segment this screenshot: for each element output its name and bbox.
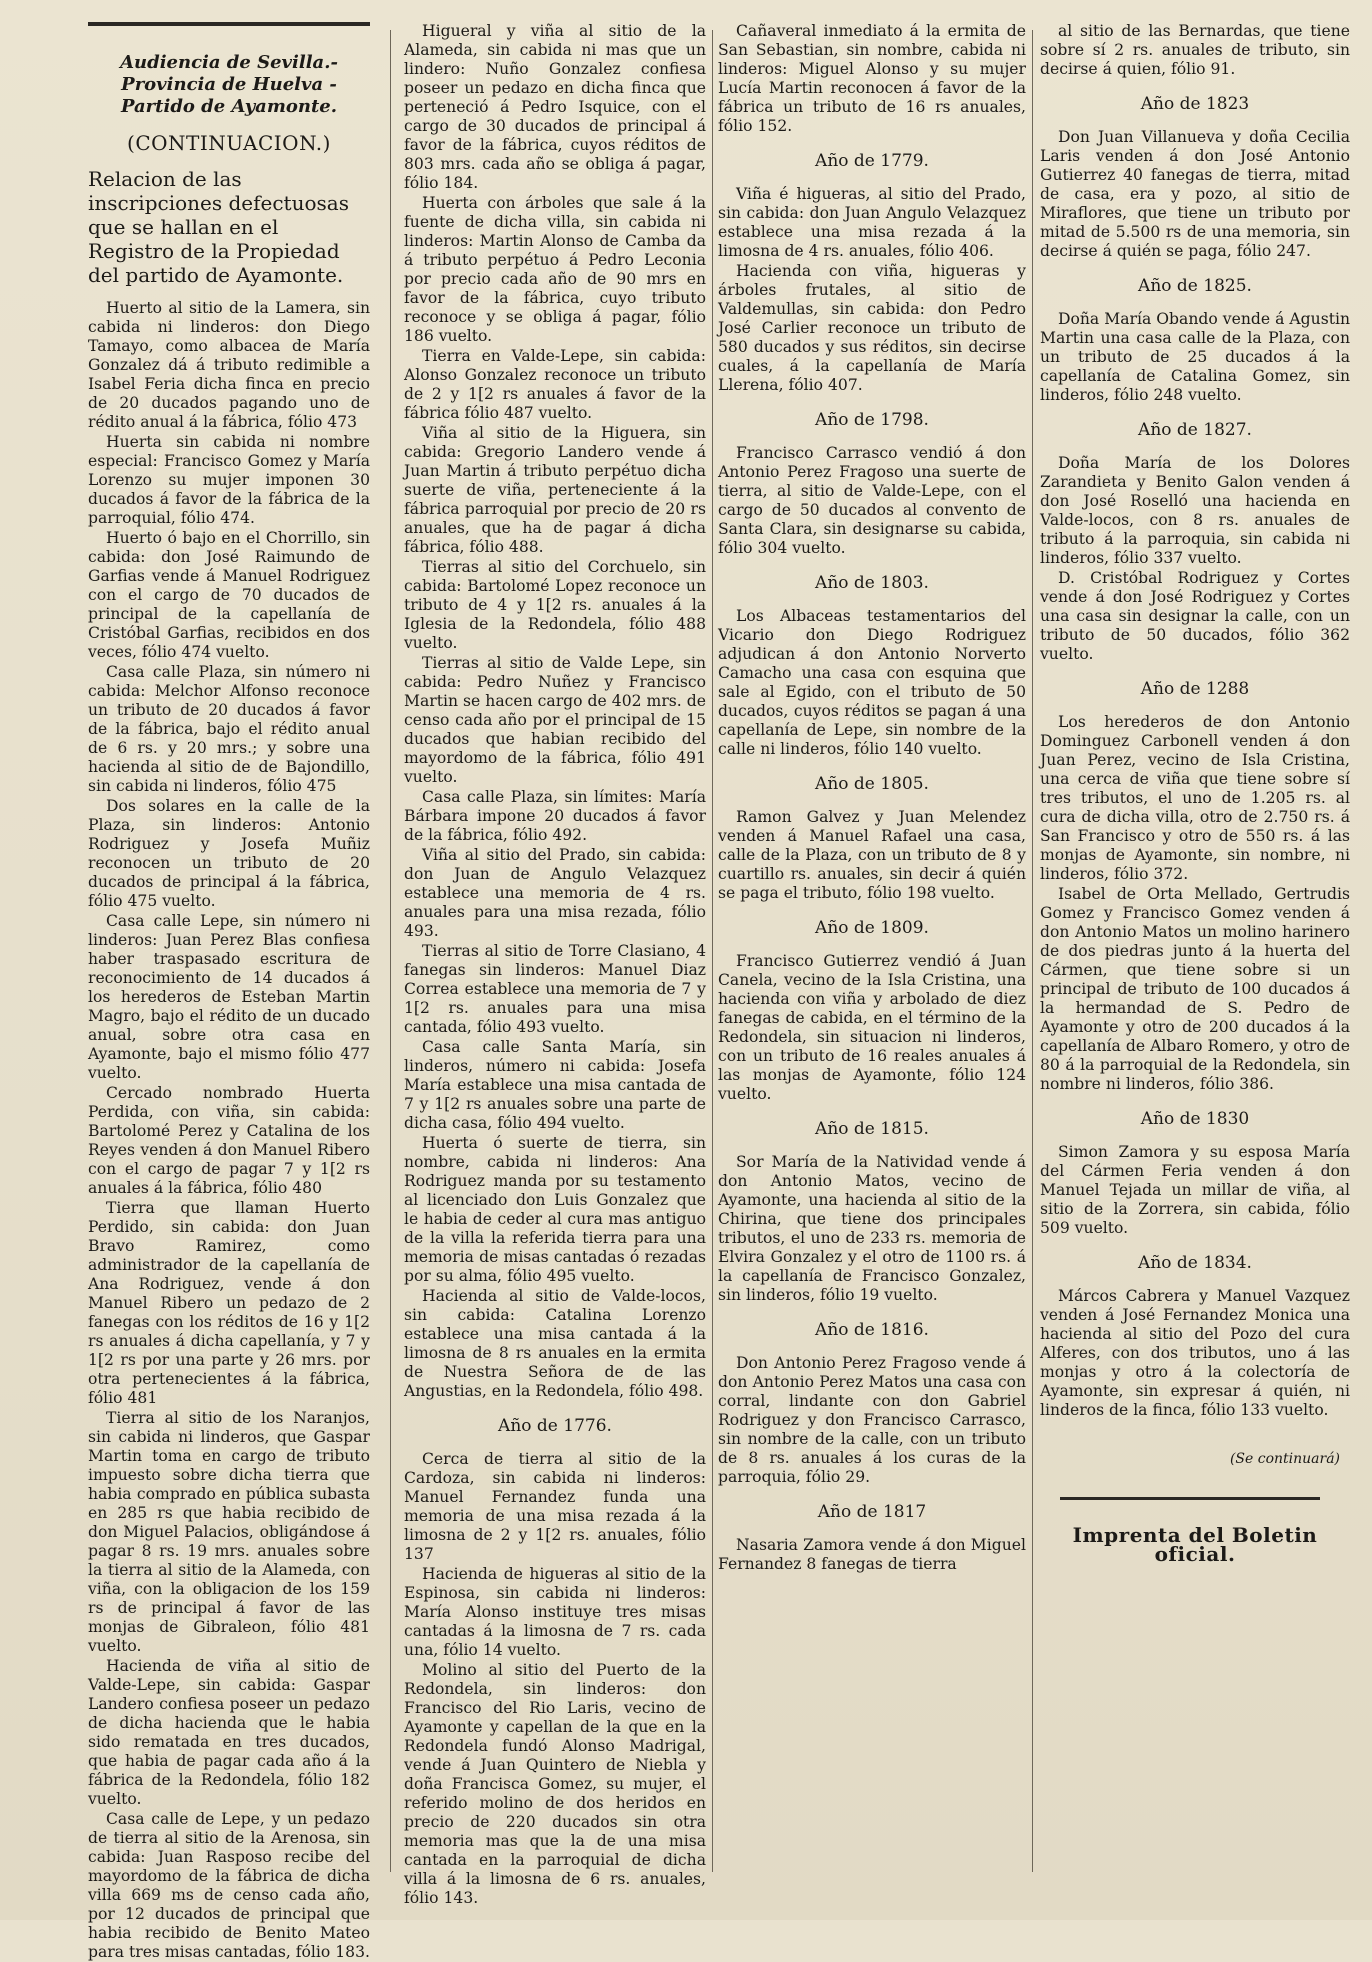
record-entry: Hacienda con viña, higueras y árboles frutales, al sitio de Valdemullas, sin cabida: don Pedro José Carlier reconoce un tributo de 580 ducados y sus réditos, sin decirse cuales, á la capellanía de María Llerena, fólio 407. (718, 262, 1026, 394)
footer-rule (1060, 1497, 1320, 1500)
record-entry: Huerta con árboles que sale á la fuente de dicha villa, sin cabida ni linderos: Martin Alonso de Camba da á tributo perpétuo á Pedro Leconia por precio cada año de 90 mrs en favor de la fábrica, cuyo tributo reconoce y se obliga á pagar, fólio 186 vuelto. (404, 194, 706, 345)
record-entry: Don Antonio Perez Fragoso vende á don Antonio Perez Matos una casa con corral, lindante con don Gabriel Rodriguez y don Francisco Carrasco, sin nombre de la calle, con un tributo de 8 rs. anuales á los curas de la parroquia, fólio 29. (718, 1354, 1026, 1486)
record-entry: Cercado nombrado Huerta Perdida, con viña, sin cabida: Bartolomé Perez y Catalina de los Reyes venden á don Manuel Ribero con el cargo de pagar 7 y 1[2 rs anuales á la fábrica, fólio 480 (88, 1084, 370, 1197)
year-heading: Año de 1817 (817, 1502, 927, 1522)
record-entry: Higueral y viña al sitio de la Alameda, sin cabida ni mas que un lindero: Nuño Gonzalez confiesa poseer un pedazo en dicha finca que perteneció á Pedro Isquice, con el cargo de 30 ducados de principal á favor de la fábrica, cuyos réditos de 803 mrs. cada año se obliga á pagar, fólio 184. (404, 22, 706, 192)
column-divider (390, 30, 391, 1872)
column-3 (718, 22, 1026, 1880)
record-entry: Los herederos de don Antonio Dominguez Carbonell venden á don Juan Perez, vecino de Isla Cristina, una cerca de viña que tiene sobre sí tres tributos, el uno de 1.205 rs. al cura de dicha villa, otro de 2.750 rs. á San Francisco y otro de 550 rs. á las monjas de Ayamonte, sin nombre, ni linderos, fólio 372. (1040, 713, 1350, 883)
record-entry: D. Cristóbal Rodriguez y Cortes vende á don José Rodriguez y Cortes una casa sin designar la calle, con un tributo de 50 ducados, fólio 362 vuelto. (1040, 569, 1350, 663)
record-entry: Tierra al sitio de los Naranjos, sin cabida ni linderos, que Gaspar Martin toma en cargo de tributo impuesto sobre dicha tierra que habia comprado en pública subasta en 285 rs que habia recibido de don Miguel Palacios, obligándose á pagar 8 rs. 19 mrs. anuales sobre la tierra al sitio de la Alameda, con viña, con la obligacion de los 159 rs de principal á favor de las monjas de Gibraleon, fólio 481 vuelto. (88, 1409, 370, 1655)
record-entry: Casa calle Plaza, sin límites: María Bárbara impone 20 ducados á favor de la fábrica, fólio 492. (404, 788, 706, 844)
record-entry: Casa calle Plaza, sin número ni cabida: Melchor Alfonso reconoce un tributo de 20 ducados á favor de la fábrica, bajo el rédito anual de 6 rs. y 20 mrs.; y sobre una hacienda al sitio de de Bajondillo, sin cabida ni linderos, fólio 475 (88, 663, 370, 795)
record-entry: Cañaveral inmediato á la ermita de San Sebastian, sin nombre, cabida ni linderos: Miguel Alonso y su mujer Lucía Martin reconocen á favor de la fábrica un tributo de 16 rs anuales, fólio 152. (718, 22, 1026, 135)
record-entry: Huerto ó bajo en el Chorrillo, sin cabida: don José Raimundo de Garfias vende á Manuel Rodriguez con el cargo de 70 ducados de principal de la capellanía de Cristóbal Garfias, recibidos en dos veces, fólio 474 vuelto. (88, 529, 370, 661)
year-heading: Año de 1809. (815, 918, 929, 938)
record-entry: Los Albaceas testamentarios del Vicario don Diego Rodriguez adjudican á don Antonio Norverto Camacho una casa con esquina que sale al Egido, con el tributo de 50 ducados, cuyos réditos se pagan á una capellanía de Lepe, sin nombre de la calle ni linderos, fólio 140 vuelto. (718, 607, 1026, 758)
year-heading: Año de 1830 (1140, 1109, 1250, 1129)
column-1 (88, 22, 370, 1961)
record-entry: Tierras al sitio de Torre Clasiano, 4 fanegas sin linderos: Manuel Diaz Correa establece una memoria de 7 y 1[2 rs. anuales para una misa cantada, fólio 493 vuelto. (404, 942, 706, 1036)
column-4 (1040, 22, 1350, 1880)
record-entry: Nasaria Zamora vende á don Miguel Fernandez 8 fanegas de tierra (718, 1536, 1026, 1573)
record-entry: Márcos Cabrera y Manuel Vazquez venden á José Fernandez Monica una hacienda al sitio del Pozo del cura Alferes, con dos tributos, uno á las monjas y otro á la colectoría de Ayamonte, sin expresar á quién, ni linderos de la finca, fólio 133 vuelto. (1040, 1287, 1350, 1419)
record-entry: Ramon Galvez y Juan Melendez venden á Manuel Rafael una casa, calle de la Plaza, con un tributo de 8 y cuartillo rs. anuales, sin decir á quién se paga el tributo, fólio 198 vuelto. (718, 808, 1026, 902)
record-entry: al sitio de las Bernardas, que tiene sobre sí 2 rs. anuales de tributo, sin decirse á quien, fólio 91. (1040, 22, 1350, 78)
record-entry: Huerta ó suerte de tierra, sin nombre, cabida ni linderos: Ana Rodriguez manda por su testamento al licenciado don Luis Gonzalez que le habia de ceder al cura mas antiguo de la villa la referida tierra para una memoria de misas cantadas ó rezadas por su alma, fólio 495 vuelto. (404, 1134, 706, 1285)
year-heading: Año de 1776. (498, 1416, 612, 1436)
year-heading: Año de 1827. (1138, 420, 1252, 440)
record-entry: Francisco Gutierrez vendió á Juan Canela, vecino de la Isla Cristina, una hacienda con viña y arbolado de diez fanegas de cabida, en el término de la Redondela, sin situacion ni linderos, con un tributo de 16 reales anuales á las monjas de Ayamonte, fólio 124 vuelto. (718, 952, 1026, 1103)
record-entry: Casa calle de Lepe, y un pedazo de tierra al sitio de la Arenosa, sin cabida: Juan Rasposo recibe del mayordomo de la fábrica de dicha villa 669 ms de censo cada año, por 12 ducados de principal que habia recibido de Benito Mateo para tres misas cantadas, fólio 183. (88, 1810, 370, 1961)
continuation-heading: (CONTINUACION.) (127, 131, 331, 155)
year-heading: Año de 1798. (815, 410, 929, 430)
record-entry: Casa calle Lepe, sin número ni linderos: Juan Perez Blas confiesa haber traspasado escritura de reconocimiento de 14 ducados á los herederos de Esteban Martin Magro, bajo el rédito de un ducado anual, sobre otra casa en Ayamonte, bajo el mismo fólio 477 vuelto. (88, 912, 370, 1082)
record-entry: Viña é higueras, al sitio del Prado, sin cabida: don Juan Angulo Velazquez establece una misa rezada á la limosna de 4 rs. anuales, fólio 406. (718, 185, 1026, 260)
column-4-body (1040, 22, 1350, 1420)
record-entry: Huerta sin cabida ni nombre especial: Francisco Gomez y María Lorenzo su mujer imponen 30 ducados á favor de la fábrica de la parroquial, fólio 474. (88, 433, 370, 527)
record-entry: Hacienda de viña al sitio de Valde-Lepe, sin cabida: Gaspar Landero confiesa poseer un pedazo de dicha hacienda que le habia sido rematada en tres ducados, que habia de pagar cada año á la fábrica de la Redondela, fólio 182 vuelto. (88, 1657, 370, 1808)
record-entry: Hacienda de higueras al sitio de la Espinosa, sin cabida ni linderos: María Alonso instituye tres misas cantadas á la limosna de 7 rs. cada una, fólio 14 vuelto. (404, 1565, 706, 1659)
header-rule (88, 22, 370, 26)
record-entry: Francisco Carrasco vendió á don Antonio Perez Fragoso una suerte de tierra, al sitio de Valde-Lepe, con el cargo de 50 ducados al convento de Santa Clara, sin designarse su cabida, fólio 304 vuelto. (718, 444, 1026, 557)
record-entry: Huerto al sitio de la Lamera, sin cabida ni linderos: don Diego Tamayo, como albacea de María Gonzalez dá á tributo redimible a Isabel Feria dicha finca en precio de 20 ducados pagando uno de rédito anual á la fábrica, fólio 473 (88, 299, 370, 431)
year-heading: Año de 1803. (815, 573, 929, 593)
record-entry: Molino al sitio del Puerto de la Redondela, sin linderos: don Francisco del Rio Laris, vecino de Ayamonte y capellan de la que en la Redondela fundó Alonso Madrigal, vende á Juan Quintero de Niebla y doña Francisca Gomez, su mujer, el referido molino de dos heridos en precio de 220 ducados sin otra memoria mas que la de una misa cantada en la parroquial de dicha villa á la limosna de 6 rs. anuales, fólio 143. (404, 1661, 706, 1907)
year-heading: Año de 1779. (815, 151, 929, 171)
record-entry: Tierras al sitio del Corchuelo, sin cabida: Bartolomé Lopez reconoce un tributo de 4 y 1[2 rs. anuales á la Iglesia de la Redondela, fólio 488 vuelto. (404, 558, 706, 652)
record-entry: Dos solares en la calle de la Plaza, sin linderos: Antonio Rodriguez y Josefa Muñiz reconocen un tributo de 20 ducados de principal á la fábrica, fólio 475 vuelto. (88, 797, 370, 910)
column-2-body (404, 22, 706, 1908)
year-heading: Año de 1834. (1138, 1253, 1252, 1273)
year-heading: Año de 1825. (1138, 276, 1252, 296)
record-entry: Don Juan Villanueva y doña Cecilia Laris venden á don José Antonio Gutierrez 40 fanegas de tierra, mitad de casa, era y pozo, al sitio de Miraflores, que tiene un tributo por mitad de 5.500 rs de una memoria, sin decirse á quién se paga, fólio 247. (1040, 128, 1350, 260)
column-2 (404, 22, 706, 1907)
year-heading: Año de 1815. (815, 1119, 929, 1139)
record-entry: Sor María de la Natividad vende á don Antonio Matos, vecino de Ayamonte, una hacienda al sitio de la Chirina, que tiene dos principales tributos, el uno de 233 rs. memoria de Elvira Gonzalez y el otro de 1100 rs. á la capellanía de Francisco Gonzalez, sin linderos, fólio 19 vuelto. (718, 1153, 1026, 1304)
record-entry: Casa calle Santa María, sin linderos, número ni cabida: Josefa María establece una misa cantada de 7 y 1[2 rs anuales sobre una parte de dicha casa, fólio 494 vuelto. (404, 1038, 706, 1132)
continuation-note: (Se continuará) (1229, 1451, 1340, 1467)
record-entry: Doña María Obando vende á Agustin Martin una casa calle de la Plaza, con un tributo de 25 ducados á la capellanía de Catalina Gomez, sin linderos, fólio 248 vuelto. (1040, 310, 1350, 404)
section-title: Audiencia de Sevilla.-Provincia de Huelva -Partido de Ayamonte. (120, 52, 338, 117)
column-divider (712, 30, 713, 1872)
column-divider (1032, 30, 1033, 1872)
record-entry: Hacienda al sitio de Valde-locos, sin cabida: Catalina Lorenzo establece una misa cantada á la limosna de 8 rs anuales en la ermita de Nuestra Señora de de las Angustias, en la Redondela, fólio 498. (404, 1287, 706, 1400)
column-1-body (88, 299, 370, 1962)
year-heading: Año de 1816. (815, 1320, 929, 1340)
record-entry: Viña al sitio de la Higuera, sin cabida: Gregorio Landero vende á Juan Martin á tributo perpétuo dicha suerte de viña, perteneciente á la fábrica parroquial por precio de 20 rs anuales, que ha de pagar á dicha fábrica, fólio 488. (404, 424, 706, 556)
record-entry: Simon Zamora y su esposa María del Cármen Feria venden á don Manuel Tejada un millar de viña, al sitio de la Zorrera, sin cabida, fólio 509 vuelto. (1040, 1143, 1350, 1237)
record-entry: Cerca de tierra al sitio de la Cardoza, sin cabida ni linderos: Manuel Fernandez funda una memoria de una misa rezada á la limosna de 2 y 1[2 rs. anuales, fólio 137 (404, 1450, 706, 1563)
record-entry: Tierra que llaman Huerto Perdido, sin cabida: don Juan Bravo Ramirez, como administrador de la capellanía de Ana Rodriguez, vende á don Manuel Ribero un pedazo de 2 fanegas con los réditos de 16 y 1[2 rs anuales á dicha capellanía, y 7 y 1[2 rs por una parte y 26 mrs. por otra pertenecientes á la fábrica, fólio 481 (88, 1199, 370, 1407)
column-3-body (718, 22, 1026, 1574)
record-entry: Viña al sitio del Prado, sin cabida: don Juan de Angulo Velazquez establece una memoria de 4 rs. anuales para una misa rezada, fólio 493. (404, 846, 706, 940)
record-entry: Isabel de Orta Mellado, Gertrudis Gomez y Francisco Gomez venden á don Antonio Matos un molino harinero de dos piedras junto á la huerta del Cármen, que tiene sobre si un principal de tributo de 100 ducados á la hermandad de S. Pedro de Ayamonte y otro de 200 ducados á la capellanía de Albaro Romero, y otro de 80 á la parroquial de la Redondela, sin nombre ni linderos, fólio 386. (1040, 885, 1350, 1093)
year-heading: Año de 1805. (815, 774, 929, 794)
record-entry: Tierras al sitio de Valde Lepe, sin cabida: Pedro Nuñez y Francisco Martin se hacen cargo de 402 mrs. de censo cada año por el principal de 15 ducados que habian recibido del mayordomo de la fábrica, fólio 491 vuelto. (404, 654, 706, 786)
relacion-heading: Relacion de las inscripciones defectuosas que se hallan en el Registro de la Propiedad del partido de Ayamonte. (88, 167, 349, 287)
record-entry: Tierra en Valde-Lepe, sin cabida: Alonso Gonzalez reconoce un tributo de 2 y 1[2 rs anuales á favor de la fábrica fólio 487 vuelto. (404, 347, 706, 422)
year-heading: Año de 1288 (1140, 679, 1250, 699)
imprint: Imprenta del Boletin oficial. (1072, 1523, 1318, 1566)
record-entry: Doña María de los Dolores Zarandieta y Benito Galon venden á don José Roselló una hacienda en Valde-locos, con 8 rs. anuales de tributo á la parroquia, sin cabida ni linderos, fólio 337 vuelto. (1040, 454, 1350, 567)
year-heading: Año de 1823 (1140, 94, 1250, 114)
